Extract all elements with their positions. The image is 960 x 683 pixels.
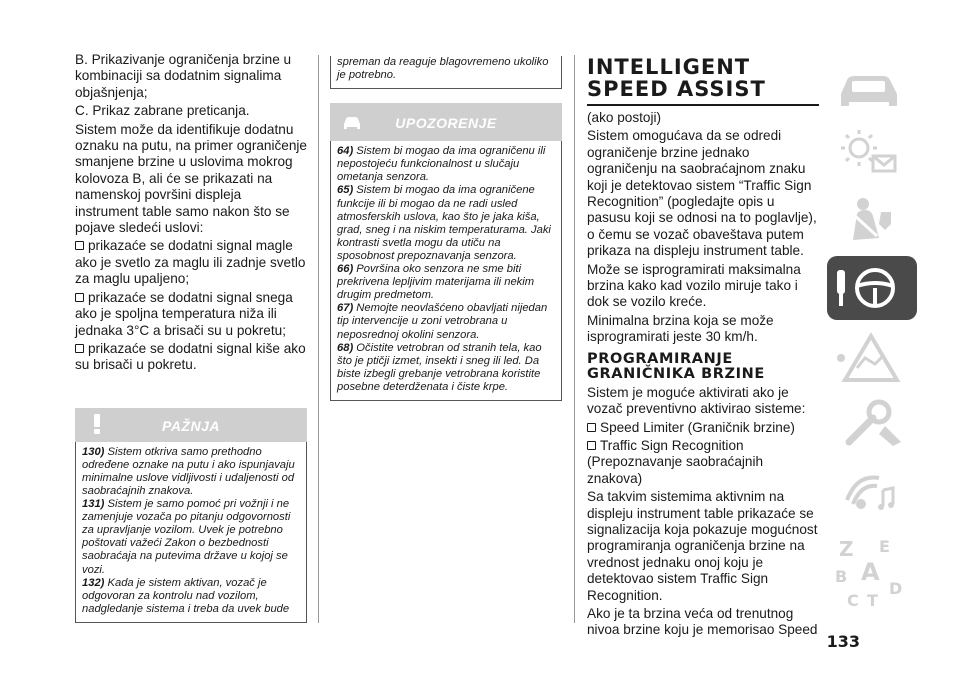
checkbox-bullet-icon bbox=[75, 344, 84, 353]
paragraph: C. Prikaz zabrane preticanja. bbox=[75, 103, 250, 119]
paragraph: Minimalna brzina koja se može isprogramirati jeste 30 km/h. bbox=[587, 312, 774, 345]
tab-maintenance[interactable] bbox=[827, 394, 917, 454]
page-number: 133 bbox=[826, 632, 860, 651]
checkbox-bullet-icon bbox=[75, 241, 84, 250]
index-letter: A bbox=[861, 558, 880, 586]
note-item bbox=[82, 577, 300, 616]
note-number: 67) bbox=[337, 302, 354, 315]
warning-triangle-icon bbox=[827, 328, 917, 388]
multimedia-icon bbox=[827, 460, 917, 520]
bullet-text: Traffic Sign Recognition (Prepoznavanje saobraćajnih znakova) bbox=[587, 437, 764, 486]
bullet-item bbox=[75, 238, 307, 287]
note-number: 132) bbox=[82, 576, 105, 589]
paragraph: (ako postoji) bbox=[587, 110, 662, 125]
checkbox-bullet-icon bbox=[587, 441, 596, 450]
note-number: 131) bbox=[82, 498, 105, 511]
column-3 bbox=[587, 56, 819, 641]
bullet-text: Speed Limiter (Graničnik brzine) bbox=[600, 419, 795, 435]
index-letter: E bbox=[879, 537, 890, 556]
dashboard-lights-icon bbox=[827, 124, 917, 184]
note-number: 66) bbox=[337, 263, 354, 276]
steering-wheel-key-icon bbox=[827, 256, 917, 320]
note-text: Kada je sistem aktivan, vozač je odgovoran za kontrolu nad vozilom, nadgledanje sistema i treba da uvek bude bbox=[82, 576, 290, 615]
section-title-block bbox=[587, 56, 819, 106]
tab-starting-driving[interactable] bbox=[827, 256, 917, 320]
column-2 bbox=[330, 56, 562, 401]
note-number: 130) bbox=[82, 445, 105, 458]
bullet-item bbox=[75, 290, 307, 339]
checkbox-bullet-icon bbox=[75, 293, 84, 302]
seatbelt-safety-icon bbox=[827, 190, 917, 250]
tab-car[interactable] bbox=[827, 58, 917, 118]
wrench-service-icon bbox=[827, 394, 917, 454]
subsection-title: PROGRAMIRANJE GRANIČNIKA BRZINE bbox=[587, 350, 765, 382]
paragraph: Ako je ta brzina veća od trenutnog nivoa brzine koju je memorisao Speed bbox=[587, 605, 818, 638]
note-text: Sistem bi mogao da ima ograničenu ili nepostojeću funkcionalnost u slučaju ometanja senzora. bbox=[337, 145, 546, 184]
caution-box-header bbox=[75, 408, 307, 442]
caution-box-continuation bbox=[330, 56, 562, 89]
note-text: Očistite vetrobran od stranih tela, kao što je ptičji izmet, insekti i sneg ili led. Da biste izbegli grebanje vetrobrana koristite posebne deterdženata i čiste krpe. bbox=[337, 341, 542, 393]
index-letter: D bbox=[889, 579, 903, 598]
car-icon bbox=[827, 58, 917, 118]
note-item bbox=[337, 342, 555, 394]
paragraph: Sistem može da identifikuje dodatnu oznaku na putu, na primer ograničenje smanjene brzine u uslovima mokrog kolovoza B, ali će se prikazati na namenskoj površini displeja instrument table samo nakon što se pojave sledeći uslovi: bbox=[75, 121, 307, 236]
paragraph: Sistem omogućava da se odredi ograničenje brzine jednako ograničenju na saobraćajnom znaku koji je detektovao sistem “Traffic Sign Recognition” (pogledajte opis u pasusu koji se odnosi na to poglavlje), o čemu se vozač obaveštava putem prikaza na displeju instrument table. bbox=[587, 128, 817, 259]
checkbox-bullet-icon bbox=[587, 423, 596, 432]
note-number: 65) bbox=[337, 184, 354, 197]
column-divider bbox=[318, 55, 319, 623]
tab-emergency[interactable] bbox=[827, 328, 917, 388]
note-number: 64) bbox=[337, 145, 354, 158]
bullet-text: prikazaće se dodatni signal kiše ako su brisači u pokretu. bbox=[75, 340, 306, 373]
note-item bbox=[337, 302, 555, 341]
note-text: spreman da reaguje blagovremeno ukoliko je potrebno. bbox=[337, 56, 549, 82]
alphabetical-index-icon bbox=[827, 528, 917, 614]
bullet-text: prikazaće se dodatni signal magle ako je svetlo za maglu ili zadnje svetlo za maglu upaljeno; bbox=[75, 238, 306, 287]
index-letter: B bbox=[835, 567, 848, 586]
tab-safety[interactable] bbox=[827, 190, 917, 250]
tab-index[interactable] bbox=[827, 528, 917, 614]
bullet-text: prikazaće se dodatni signal snega ako je spoljna temperatura niža ili jednaka 3°C a brisači su u pokretu; bbox=[75, 289, 293, 338]
section-title: INTELLIGENT SPEED ASSIST bbox=[587, 55, 766, 101]
bullet-item bbox=[587, 420, 819, 436]
note-text: Sistem bi mogao da ima ograničene funkcije ili bi mogao da ne radi usled atmosferskih uslova, kao što je jaka kiša, grad, sneg i na niskim temperaturama. Jaki kontrasti svetla mogu da utiču na sposobnost prepoznavanja senzora. bbox=[337, 184, 551, 262]
warning-box-title: UPOZORENJE bbox=[395, 115, 497, 132]
column-divider bbox=[574, 55, 575, 623]
note-item bbox=[82, 446, 300, 498]
paragraph: Sistem je moguće aktivirati ako je vozač preventivno aktivirao sisteme: bbox=[587, 384, 806, 417]
index-letter: Z bbox=[839, 537, 854, 561]
caution-box-title: PAŽNJA bbox=[162, 417, 220, 434]
bullet-item bbox=[75, 341, 307, 374]
caution-box-body bbox=[75, 442, 307, 623]
paragraph: Može se isprogramirati maksimalna brzina kako kad vozilo miruje tako i dok se vozilo kreće. bbox=[587, 261, 801, 310]
index-letter: C bbox=[847, 591, 859, 610]
paragraph: B. Prikazivanje ograničenja brzine u kombinaciji sa dodatnim signalima objašnjenja; bbox=[75, 52, 292, 100]
note-text: Nemojte neovlašćeno obavljati nijedan tip intervencije u zoni vetrobrana u neposrednoj okolini senzora. bbox=[337, 302, 548, 341]
bullet-item bbox=[587, 438, 819, 487]
warning-box-body bbox=[330, 141, 562, 401]
note-item bbox=[337, 184, 555, 263]
note-item bbox=[337, 263, 555, 302]
tab-dashboard[interactable] bbox=[827, 124, 917, 184]
note-item bbox=[82, 498, 300, 577]
column-1 bbox=[75, 52, 307, 623]
tab-multimedia[interactable] bbox=[827, 460, 917, 520]
note-text: Sistem otkriva samo prethodno određene oznake na putu i ako ispunjavaju minimalne uslove vidljivosti i udaljenosti od saobraćajnih znakova. bbox=[82, 445, 295, 497]
note-text: Sistem je samo pomoć pri vožnji i ne zamenjuje vozača po pitanju odgovornosti za upravljanje vozilom. Uvek je potrebno poštovati važeći Zakon o bezbednosti saobraćaja na putevima države u kojoj se vozi. bbox=[82, 498, 291, 576]
note-text: Površina oko senzora ne sme biti prekrivena lepljivim materijama ili nekim drugim predmetom. bbox=[337, 263, 535, 302]
note-item bbox=[337, 145, 555, 184]
index-letter: T bbox=[867, 591, 878, 610]
warning-box-header bbox=[330, 103, 562, 141]
note-number: 68) bbox=[337, 341, 354, 354]
paragraph: Sa takvim sistemima aktivnim na displeju instrument table prikazaće se signalizacija koja pokazuje mogućnost programiranja ograničenja brzine na vrednost jednaku onoj koju je detektovao sistem Traffic Sign Recognition. bbox=[587, 489, 818, 603]
